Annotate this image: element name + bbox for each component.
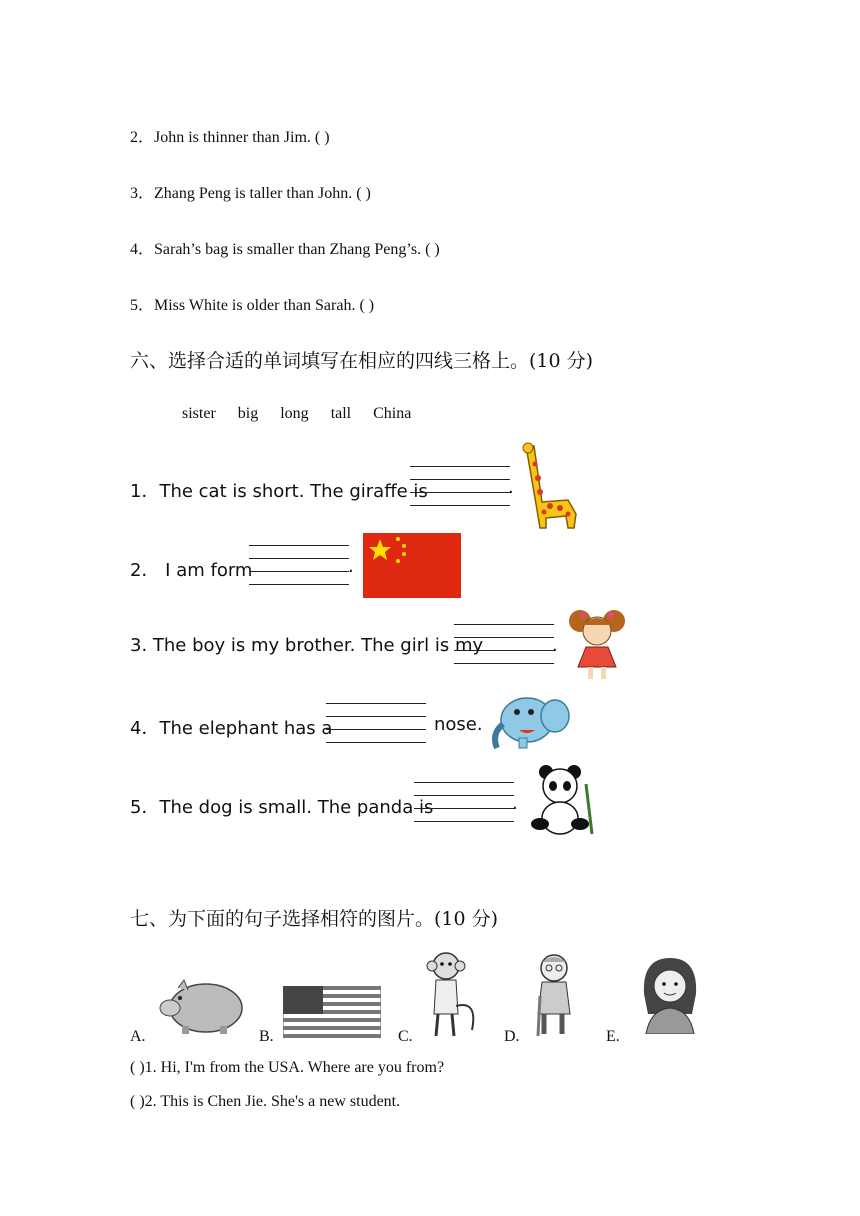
question-2: ( )2. This is Chen Jie. She's a new student. [130, 1093, 401, 1110]
usa-flag-icon [283, 986, 381, 1038]
fill-tail-4: nose. [434, 714, 483, 735]
fill-tail-3: . [552, 635, 558, 656]
option-label-e: E. [606, 1028, 620, 1045]
four-line-grid-2[interactable] [249, 545, 349, 585]
word-bank-item: China [373, 405, 412, 422]
china-flag-icon [363, 533, 461, 598]
option-label-b: B. [259, 1028, 274, 1045]
monkey-icon [420, 950, 480, 1042]
four-line-grid-1[interactable] [410, 466, 510, 506]
option-label-d: D. [504, 1028, 520, 1045]
four-line-grid-3[interactable] [454, 624, 554, 664]
option-label-c: C. [398, 1028, 413, 1045]
four-line-grid-4[interactable] [326, 703, 426, 743]
section-6-title: 六、选择合适的单词填写在相应的四线三格上。(10 分) [130, 350, 594, 372]
fill-sentence-3: 3. The boy is my brother. The girl is my [130, 635, 484, 656]
girl-portrait-icon [636, 954, 704, 1034]
fill-sentence-2: 2． I am form [130, 560, 253, 581]
tf-item-2: 2．John is thinner than Jim. ( ) [130, 129, 330, 146]
question-1: ( )1. Hi, I'm from the USA. Where are you from? [130, 1059, 445, 1076]
word-bank-item: long [280, 405, 309, 422]
giraffe-icon [516, 442, 582, 530]
word-bank-item: big [237, 405, 259, 422]
option-label-a: A. [130, 1028, 146, 1045]
tf-item-4: 4．Sarah’s bag is smaller than Zhang Peng’s. ( ) [130, 241, 440, 258]
tf-item-5: 5．Miss White is older than Sarah. ( ) [130, 297, 375, 314]
word-bank [182, 405, 429, 423]
fill-tail-1: . [508, 477, 514, 498]
fill-tail-5: . [512, 793, 518, 814]
old-man-icon [528, 952, 584, 1038]
word-bank-item: tall [330, 405, 352, 422]
elephant-icon [489, 690, 579, 754]
pig-icon [156, 978, 246, 1036]
section-7-title: 七、为下面的句子选择相符的图片。(10 分) [130, 908, 499, 930]
panda-icon [526, 764, 598, 840]
fill-sentence-4: 4．The elephant has a [130, 718, 333, 739]
fill-sentence-5: 5．The dog is small. The panda is [130, 797, 434, 818]
girl-icon [566, 607, 628, 683]
four-line-grid-5[interactable] [414, 782, 514, 822]
fill-tail-2: . [348, 556, 354, 577]
fill-sentence-1: 1．The cat is short. The giraffe is [130, 481, 428, 502]
tf-item-3: 3．Zhang Peng is taller than John. ( ) [130, 185, 371, 202]
word-bank-item: sister [182, 405, 216, 422]
